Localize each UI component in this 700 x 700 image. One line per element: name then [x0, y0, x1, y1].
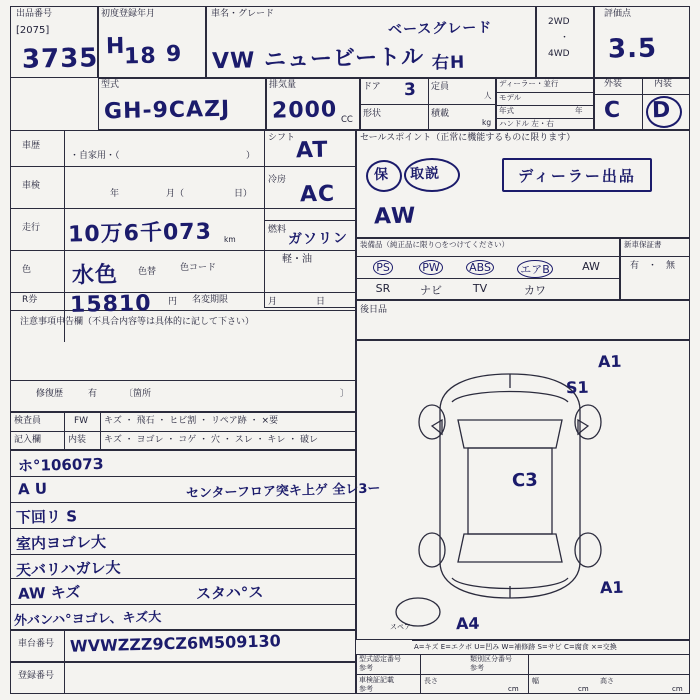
- memo-left-3: 下回リ S: [15, 507, 78, 527]
- dealer-exhibit-text: ディーラー出品: [518, 166, 636, 185]
- car-name-value: VW ニュービートル: [211, 44, 425, 75]
- inspector-row2-items: キズ ・ ヨゴレ ・ コゲ ・ 穴 ・ スレ ・ キレ ・ 破レ: [104, 435, 319, 445]
- equipment-line1: [356, 256, 690, 257]
- shift-value: AT: [295, 137, 329, 164]
- equip-sr-label[interactable]: SR: [375, 282, 391, 295]
- equip-sr: [360, 282, 406, 295]
- reg-year-value: 18: [123, 43, 157, 70]
- equip-pw: [408, 260, 454, 275]
- drive-dot: ・: [560, 33, 570, 43]
- later-items-label: 後日品: [360, 305, 388, 315]
- height-unit: cm: [672, 685, 683, 693]
- mileage-label: 走行: [22, 223, 41, 233]
- score-label: 評価点: [604, 9, 632, 19]
- aw-handwritten: AW: [373, 203, 417, 230]
- drive-4wd-label: 4WD: [548, 49, 570, 59]
- ext-int-hline: [594, 94, 690, 95]
- length-label: 長さ: [424, 677, 438, 685]
- interior-label: 内装: [654, 79, 673, 89]
- class-code-label: 類別区分番号: [470, 655, 512, 663]
- spare-tire-label: スペア: [390, 623, 411, 631]
- meihen-month: 月: [268, 297, 278, 307]
- color-code-label: 色コード: [180, 263, 217, 273]
- shaken-year: 年: [110, 189, 120, 199]
- equipment-label: 装備品（純正品に限り○をつけてください）: [360, 240, 510, 249]
- capacity-label: 定員: [431, 82, 450, 92]
- class-code-sub: 参考: [470, 664, 484, 672]
- equip-ps: [360, 260, 406, 275]
- width-unit: cm: [578, 685, 589, 693]
- exterior-label: 外装: [604, 79, 623, 89]
- inspector-row1-items: キズ ・ 飛石 ・ ヒビ割 ・ リペア跡 ・ ×要: [104, 416, 279, 426]
- door-value: 3: [403, 79, 418, 101]
- equip-tv: [456, 282, 504, 295]
- warranty-yes[interactable]: 有: [630, 261, 640, 271]
- rken-value: 15810: [69, 291, 152, 318]
- car-diagram: [380, 350, 680, 640]
- memo-left-5: 天バリハガレ大: [15, 558, 121, 580]
- lot-sub-number: [2075]: [16, 25, 50, 36]
- equip-leather: [508, 282, 562, 298]
- left-row-line-6: [10, 380, 356, 381]
- ac-label: 冷房: [268, 175, 287, 185]
- hand-value: 右H: [431, 52, 466, 74]
- equip-airbag: [508, 260, 562, 278]
- ac-value: AC: [299, 181, 336, 208]
- load-unit: kg: [482, 118, 492, 127]
- memo-left-6: AW キズ: [17, 583, 81, 603]
- diagram-mark-a1-top: A1: [597, 351, 622, 372]
- memo-line-3: [10, 528, 356, 529]
- meihen-label: 名変期限: [192, 295, 229, 305]
- sales-point-label: セールスポイント（正常に機能するものに限ります）: [360, 133, 576, 143]
- equip-navi-label[interactable]: ナビ: [420, 284, 442, 297]
- equip-leather-label[interactable]: カワ: [524, 284, 546, 297]
- memo-right-6: スタハ°ス: [195, 583, 264, 603]
- equip-tv-label[interactable]: TV: [472, 282, 488, 295]
- dealer-exhibit-stamp: [502, 158, 652, 192]
- memo-left-2: A U: [17, 479, 48, 499]
- fuel-value-diesel: 軽・油: [282, 254, 312, 265]
- diagram-mark-a1-bottom: A1: [599, 577, 624, 598]
- width-label: 幅: [532, 677, 539, 685]
- mileage-value: 10万6千073: [67, 219, 213, 248]
- dealer-parallel-label: ディーラー・並行: [499, 79, 559, 88]
- diagram-mark-c3: C3: [511, 469, 539, 492]
- doc-sub: 参考: [359, 685, 373, 693]
- fuel-value-gasoline: ガソリン: [287, 230, 349, 248]
- chassis-value: WVWZZZ9CZ6M509130: [69, 631, 282, 656]
- reg-month-value: 9: [165, 41, 183, 68]
- type-value: GH-9CAZJ: [103, 96, 231, 125]
- shaken-label: 車検: [22, 181, 41, 191]
- repair-ari: 有: [88, 389, 98, 399]
- first-registration-label: 初度登録年月: [101, 9, 156, 19]
- stamp-manual-text: 取説: [409, 165, 441, 183]
- diagram-mark-s1: S1: [565, 377, 589, 398]
- history-close: ）: [246, 151, 256, 161]
- memo-line-6: [10, 604, 356, 605]
- history-label: 車歴: [22, 141, 41, 151]
- inspector-row1-label: 検査員: [14, 416, 42, 426]
- inspector-row2-sub: 内装: [68, 435, 87, 445]
- shift-col-line2: [264, 220, 356, 221]
- drive-2wd-label: 2WD: [548, 17, 570, 27]
- car-name-label: 車名・グレード: [211, 9, 275, 19]
- shaken-day: 日）: [234, 189, 253, 199]
- inspector-v1: [64, 412, 65, 450]
- caution-label: 注意事項申告欄（不具合内容等は具体的に記して下さい）: [20, 317, 255, 327]
- memo-line-1: [10, 476, 356, 477]
- grade-value: ベースグレード: [387, 19, 493, 39]
- warranty-label: 新車保証書: [624, 240, 662, 249]
- fuel-label: 燃料: [268, 225, 287, 235]
- history-value: ・自家用・（: [70, 151, 120, 161]
- equipment-line2: [356, 278, 620, 279]
- later-items-box: [356, 300, 690, 340]
- equip-abs: [456, 260, 504, 275]
- inspector-row2-label: 記入欄: [14, 435, 42, 445]
- load-label: 積載: [431, 109, 450, 119]
- left-row-line-5: [10, 310, 356, 311]
- equip-abs-label[interactable]: ABS: [466, 260, 494, 275]
- repair-close: 〕: [340, 389, 350, 399]
- door-label: ドア: [363, 82, 381, 92]
- color-value: 水色: [71, 262, 119, 289]
- capacity-unit: 人: [484, 91, 492, 100]
- inspector-v2: [100, 412, 101, 450]
- repair-label: 修復歴: [36, 389, 64, 399]
- rken-yen: 円: [168, 297, 178, 307]
- diagram-legend: A=キズ E=エクボ U=凹み W=補修跡 S=サビ C=腐食 ×=交換: [414, 643, 617, 651]
- displacement-label: 排気量: [269, 80, 297, 90]
- registration-box: [10, 662, 356, 694]
- spec-table-v2: [528, 654, 529, 694]
- stamp-hosho-text: 保: [373, 166, 390, 184]
- handle-row-label: ハンドル 左・右: [499, 119, 554, 128]
- shift-label: シフト: [268, 133, 296, 143]
- shaken-month: 月（: [166, 189, 185, 199]
- mileage-unit: km: [224, 235, 236, 244]
- chassis-label: 車台番号: [18, 639, 55, 649]
- interior-grade-circle: [646, 96, 682, 128]
- year-row-label: 年式: [499, 106, 514, 115]
- warranty-no[interactable]: 無: [666, 261, 676, 271]
- equip-navi: [408, 282, 454, 298]
- equip-pw-label[interactable]: PW: [419, 260, 443, 275]
- memo-left-4: 室内ヨゴレ大: [15, 532, 107, 554]
- reg-era-value: H: [105, 33, 126, 60]
- equip-aw: [568, 260, 614, 273]
- equip-aw-label[interactable]: AW: [582, 260, 600, 273]
- type-label: 型式: [101, 80, 120, 90]
- rken-label: R券: [22, 295, 38, 305]
- score-value: 3.5: [607, 33, 658, 65]
- equip-ps-label[interactable]: PS: [373, 260, 393, 275]
- shape-label: 形状: [363, 109, 382, 119]
- color-label: 色: [22, 265, 32, 275]
- inspector-mid-line: [10, 431, 356, 432]
- warranty-sep: ・: [648, 261, 658, 271]
- spec-table-mid: [356, 674, 690, 675]
- memo-left-7: 外バンハ°ヨゴレ、キズ大: [13, 610, 162, 629]
- memo-right-1: センターフロア突キ上ゲ 全レ3ー: [185, 481, 381, 502]
- interior-grade-value: D: [651, 97, 672, 124]
- equip-airbag-label[interactable]: エアB: [517, 260, 553, 278]
- spec-table-v1: [420, 654, 421, 694]
- model-row-label: モデル: [499, 93, 522, 102]
- memo-line-2: [10, 502, 356, 503]
- doc-label: 車検証記載: [359, 676, 394, 684]
- year-unit-label: 年: [575, 106, 583, 115]
- registration-label: 登録番号: [18, 671, 55, 681]
- color-change-label: 色替: [138, 267, 157, 277]
- lot-number-value: 3735: [21, 43, 99, 75]
- inspector-row1-sub: FW: [74, 416, 89, 426]
- height-label: 高さ: [600, 677, 614, 685]
- exterior-grade-value: C: [603, 97, 622, 124]
- length-unit: cm: [508, 685, 519, 693]
- shift-col-line1: [264, 166, 356, 167]
- repair-bracket: 〔箇所: [124, 389, 152, 399]
- memo-line-4: [10, 554, 356, 555]
- displacement-unit: CC: [341, 115, 353, 125]
- memo-left-1: ホ°10607З: [17, 454, 104, 476]
- type-approval-label: 型式認定番号: [359, 655, 401, 663]
- lot-number-label: 出品番号: [16, 9, 53, 19]
- displacement-value: 2000: [271, 97, 338, 124]
- diagram-mark-a4: A4: [455, 613, 480, 634]
- diagram-legend-divider: [412, 640, 690, 641]
- door-capacity-vline: [428, 78, 429, 130]
- ext-int-vline: [642, 78, 643, 130]
- meihen-day: 日: [316, 297, 326, 307]
- type-approval-sub: 参考: [359, 664, 373, 672]
